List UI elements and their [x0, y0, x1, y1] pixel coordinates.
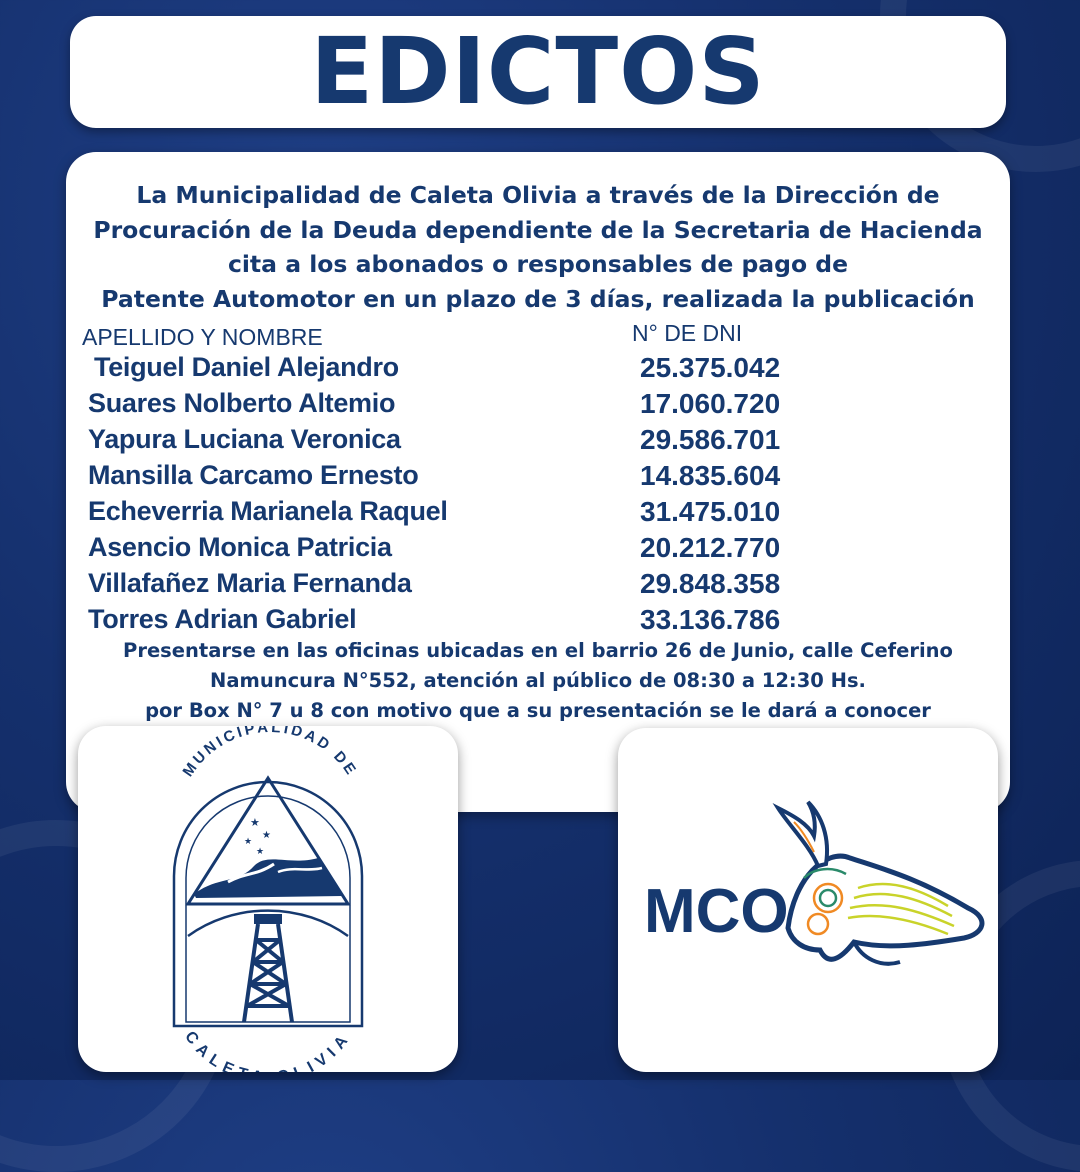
intro-line: cita a los abonados o responsables de pago de — [227, 250, 849, 278]
list-item — [66, 388, 1010, 424]
seal-top-text: MUNICIPALIDAD DE — [179, 726, 361, 780]
svg-text:★: ★ — [244, 837, 253, 847]
seal-bottom-text: CALE LIVIA — [181, 1028, 355, 1072]
municipality-seal-logo — [78, 726, 458, 1072]
person-dni: 25.375.042 — [640, 352, 781, 383]
person-dni: 33.136.786 — [640, 604, 781, 635]
list-item — [66, 424, 1010, 460]
mco-whale-logo — [618, 728, 998, 1072]
column-header-name: APELLIDO Y NOMBRE — [82, 324, 323, 350]
person-name: Asencio Monica Patricia — [88, 532, 392, 562]
mco-logo-card — [618, 728, 998, 1072]
column-header-dni: N° DE DNI — [632, 320, 743, 346]
person-dni: 31.475.010 — [640, 496, 781, 527]
person-name: Torres Adrian Gabriel — [88, 604, 357, 634]
mco-logo-text: MCO — [644, 877, 789, 946]
person-name: Suares Nolberto Altemio — [88, 388, 396, 418]
list-item — [66, 568, 1010, 604]
intro-line: Procuración de la Deuda dependiente de la Secretaria de Hacienda — [93, 215, 983, 244]
person-dni: 20.212.770 — [640, 532, 781, 563]
person-name: Mansilla Carcamo Ernesto — [88, 460, 419, 490]
intro-line: La Municipalidad de Caleta Olivia a través de la Dirección de — [136, 181, 940, 209]
title-card — [70, 16, 1006, 128]
list-item — [66, 604, 1010, 640]
people-list — [66, 352, 1010, 640]
svg-text:★: ★ — [250, 816, 260, 829]
person-dni: 14.835.604 — [640, 460, 781, 491]
person-dni: 17.060.720 — [640, 388, 781, 419]
list-item — [66, 352, 1010, 388]
municipality-logo-card — [78, 726, 458, 1072]
edict-notice-card — [66, 152, 1010, 812]
footer-line: Namuncura N°552, atención al público de 08:30 a 12:30 Hs. — [210, 669, 866, 692]
notice-footer — [66, 636, 1010, 726]
person-name: Yapura Luciana Veronica — [88, 424, 401, 454]
person-dni: 29.848.358 — [640, 568, 781, 599]
person-name: Villafañez Maria Fernanda — [88, 568, 412, 598]
notice-intro — [66, 178, 1010, 316]
list-item — [66, 460, 1010, 496]
svg-text:★: ★ — [256, 847, 265, 857]
footer-line: Presentarse en las oficinas ubicadas en el barrio 26 de Junio, calle Ceferino — [123, 639, 953, 662]
person-dni: 29.586.701 — [640, 424, 781, 455]
svg-text:CALETA OLIVIA — [181, 1028, 355, 1072]
person-name: Teiguel Daniel Alejandro — [94, 352, 399, 382]
list-item — [66, 496, 1010, 532]
footer-line: por Box N° 7 u 8 con motivo que a su presentación se le dará a conocer — [145, 699, 931, 722]
svg-text:★: ★ — [262, 830, 271, 841]
svg-text:MUNICIPALIDAD DE — [179, 726, 360, 780]
list-item — [66, 532, 1010, 568]
page-title: EDICTOS — [310, 18, 766, 125]
intro-line: Patente Automotor en un plazo de 3 días, realizada la publicación — [101, 284, 975, 313]
person-name: Echeverria Marianela Raquel — [88, 496, 448, 526]
